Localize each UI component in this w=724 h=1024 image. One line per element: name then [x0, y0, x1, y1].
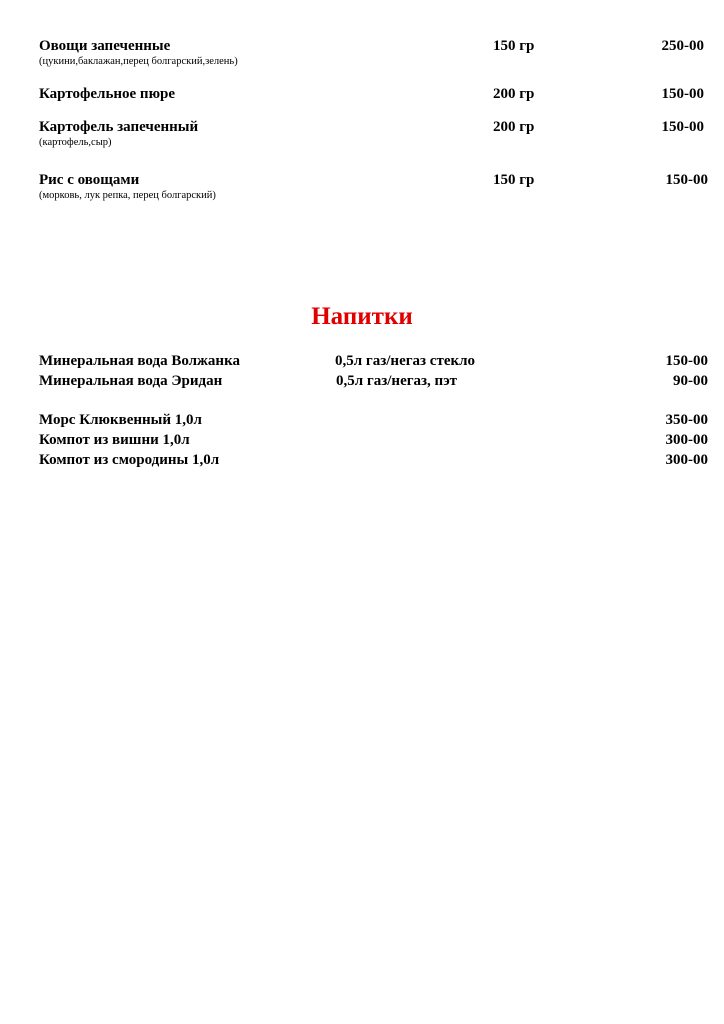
item-name: Компот из смородины 1,0л	[39, 452, 220, 468]
item-name: Компот из вишни 1,0л	[39, 432, 190, 448]
item-name: Морс Клюквенный 1,0л	[39, 412, 202, 428]
item-volume: 0,5л газ/негаз стекло	[335, 353, 476, 369]
item-ingredients: (картофель,сыр)	[39, 137, 112, 148]
item-price: 150-00	[665, 172, 708, 188]
item-name: Картофельное пюре	[39, 86, 176, 102]
item-price: 150-00	[661, 119, 704, 135]
item-weight: 150 гр	[493, 172, 535, 188]
item-price: 250-00	[661, 38, 704, 54]
item-name: Картофель запеченный	[39, 119, 199, 135]
item-volume: 0,5л газ/негаз, пэт	[336, 373, 458, 389]
item-price: 150-00	[661, 86, 704, 102]
item-price: 300-00	[665, 432, 708, 448]
item-weight: 200 гр	[493, 119, 535, 135]
item-weight: 200 гр	[493, 86, 535, 102]
item-price: 350-00	[665, 412, 708, 428]
section-title: Напитки	[311, 303, 413, 330]
item-name: Минеральная вода Эридан	[39, 373, 223, 389]
item-ingredients: (цукини,баклажан,перец болгарский,зелень)	[39, 56, 238, 67]
item-name: Минеральная вода Волжанка	[39, 353, 240, 369]
item-weight: 150 гр	[493, 38, 535, 54]
item-price: 300-00	[665, 452, 708, 468]
item-name: Овощи запеченные	[39, 38, 171, 54]
item-price: 150-00	[665, 353, 708, 369]
item-name: Рис с овощами	[39, 172, 140, 188]
item-ingredients: (морковь, лук репка, перец болгарский)	[39, 190, 216, 201]
item-price: 90-00	[673, 373, 708, 389]
